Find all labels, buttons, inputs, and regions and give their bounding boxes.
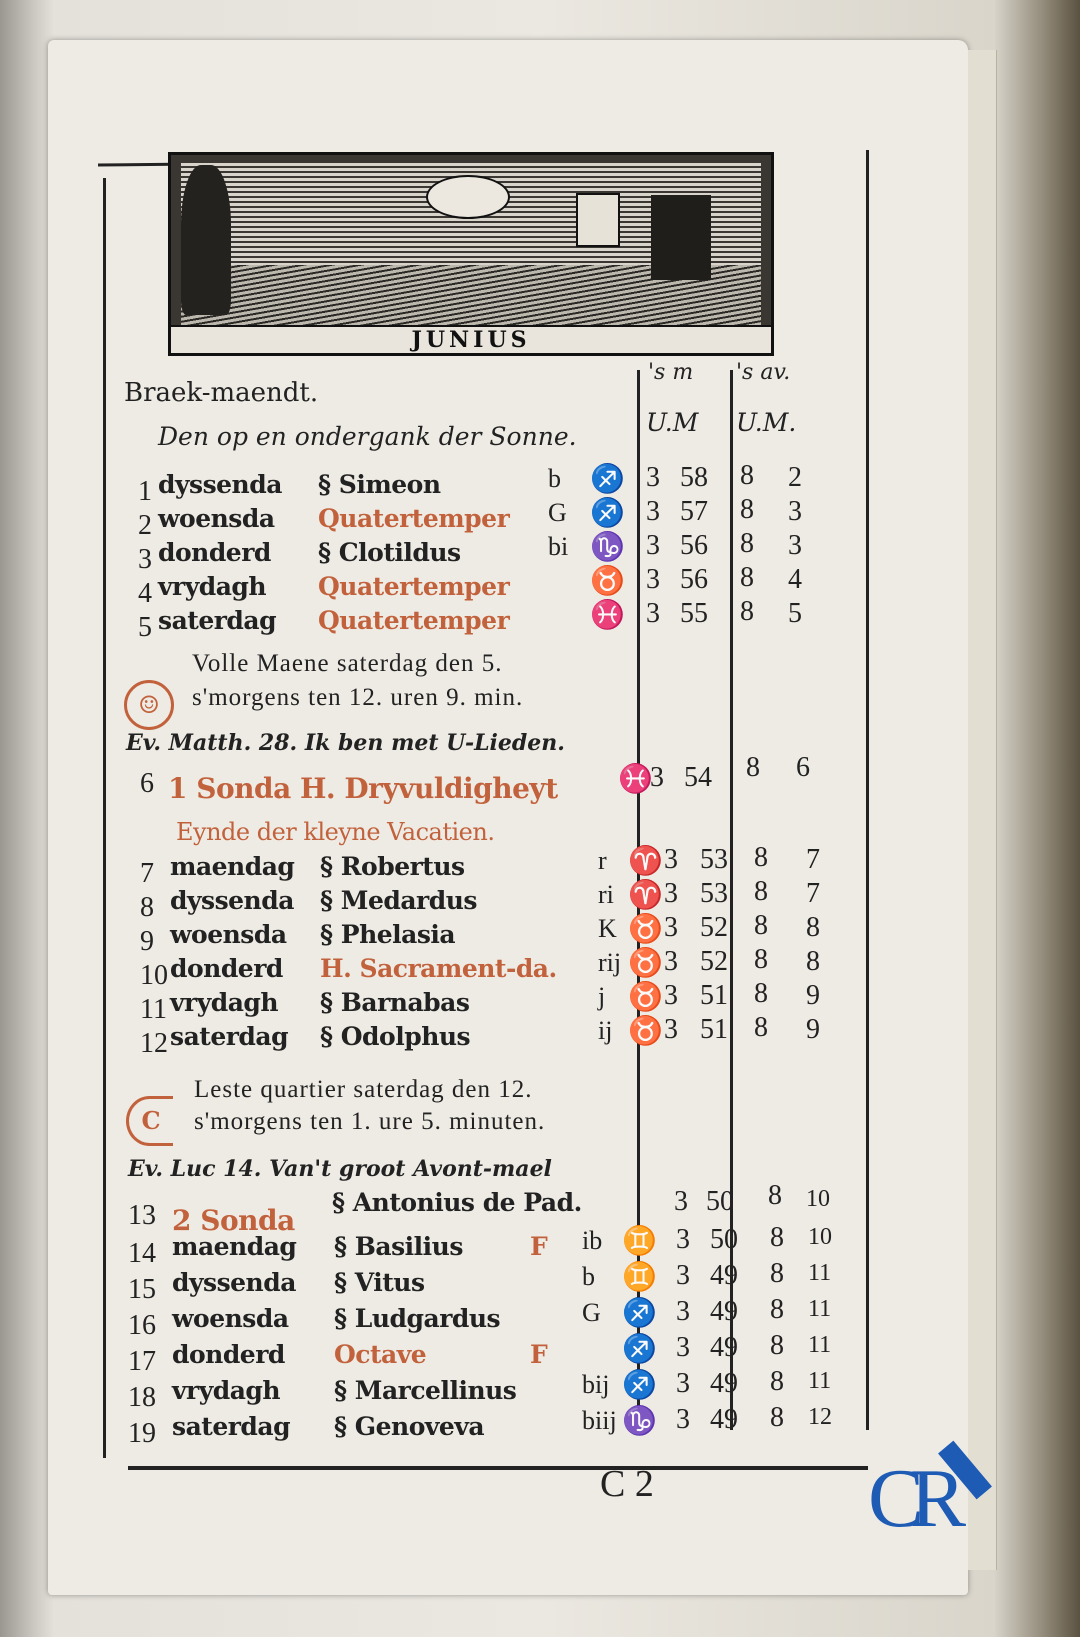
set-hour: 8 [770, 1222, 784, 1253]
weekday: saterdag [172, 1412, 291, 1441]
rise-minute: 49 [710, 1332, 738, 1363]
day-number: 17 [128, 1346, 156, 1377]
set-minute: 3 [788, 530, 802, 561]
set-minute: 10 [806, 1186, 830, 1212]
set-minute: 7 [806, 878, 820, 909]
set-hour: 8 [754, 842, 768, 873]
moon-sign: ♐ [622, 1370, 657, 1401]
set-hour: 8 [746, 752, 760, 783]
weekday: woensda [172, 1304, 289, 1333]
rise-hour: 3 [664, 1014, 678, 1045]
full-moon-line1: Volle Maene saterdag den 5. [192, 650, 503, 677]
set-minute: 11 [808, 1332, 832, 1358]
set-minute: 4 [788, 564, 802, 595]
saint-name: § Robertus [320, 852, 465, 881]
set-hour: 8 [770, 1330, 784, 1361]
saint-name: § Clotildus [318, 538, 461, 567]
moon-sign: ♉ [628, 948, 663, 979]
set-minute: 8 [806, 912, 820, 943]
page-signature: C 2 [600, 1463, 654, 1505]
last-quarter-line1: Leste quartier saterdag den 12. [194, 1076, 533, 1103]
feast-mark: F [530, 1232, 548, 1261]
set-hour: 8 [754, 978, 768, 1009]
col-evening: 's av. [736, 360, 791, 385]
saint-name: § Odolphus [320, 1022, 471, 1051]
dominical-letter: G [582, 1298, 601, 1327]
rise-hour: 3 [664, 980, 678, 1011]
month-banner: JUNIUS [171, 325, 771, 353]
rise-minute: 49 [710, 1296, 738, 1327]
rise-minute: 52 [700, 946, 728, 977]
rise-minute: 56 [680, 530, 708, 561]
set-minute: 7 [806, 844, 820, 875]
saint-name: § Genoveva [334, 1412, 485, 1441]
day-number: 14 [128, 1238, 156, 1269]
set-minute: 2 [788, 462, 802, 493]
day-number: 4 [138, 578, 152, 609]
saint-name: § Barnabas [320, 988, 470, 1017]
weekday: saterdag [158, 606, 277, 635]
set-hour: 8 [740, 528, 754, 559]
rise-hour: 3 [676, 1332, 690, 1363]
day-number: 15 [128, 1274, 156, 1305]
weekday: dyssenda [170, 886, 294, 915]
rise-hour: 3 [646, 598, 660, 629]
bottom-rule [128, 1466, 868, 1470]
rise-hour: 3 [646, 496, 660, 527]
set-hour: 8 [770, 1366, 784, 1397]
set-minute: 11 [808, 1296, 832, 1322]
day-number: 10 [140, 960, 168, 991]
saint-name: § Basilius [334, 1232, 463, 1261]
dominical-letter: b [582, 1262, 595, 1291]
weekday: saterdag [170, 1022, 289, 1051]
set-minute: 11 [808, 1260, 832, 1286]
rise-minute: 51 [700, 1014, 728, 1045]
dominical-letter: ib [582, 1226, 603, 1255]
rise-minute: 49 [710, 1404, 738, 1435]
saint-name: Quatertemper [318, 572, 510, 601]
moon-sign: ♑ [590, 532, 625, 563]
weekday: donderd [172, 1340, 285, 1369]
rise-hour: 3 [646, 462, 660, 493]
day-number: 16 [128, 1310, 156, 1341]
rise-minute: 52 [700, 912, 728, 943]
dominical-letter: j [598, 982, 606, 1011]
dominical-letter: biij [582, 1406, 617, 1435]
day-number: 13 [128, 1200, 156, 1231]
rise-hour: 3 [676, 1224, 690, 1255]
set-minute: 9 [806, 980, 820, 1011]
left-rule [103, 178, 106, 1458]
set-hour: 8 [768, 1180, 782, 1211]
day-number: 7 [140, 858, 154, 889]
page-edges [968, 50, 997, 1570]
rise-hour: 3 [676, 1368, 690, 1399]
set-hour: 8 [754, 876, 768, 907]
day-number: 3 [138, 544, 152, 575]
moon-sign: ♈ [628, 846, 663, 877]
dominical-letter: rij [598, 948, 622, 977]
moon-sign: ♐ [590, 464, 625, 495]
set-hour: 8 [740, 460, 754, 491]
weekday: maendag [172, 1232, 297, 1261]
rise-hour: 3 [646, 564, 660, 595]
rise-hour: 3 [674, 1186, 688, 1217]
rise-minute: 53 [700, 844, 728, 875]
rise-minute: 56 [680, 564, 708, 595]
moon-sign: ♉ [590, 566, 625, 597]
day-number: 5 [138, 612, 152, 643]
dominical-letter: G [548, 498, 567, 527]
day-number: 18 [128, 1382, 156, 1413]
day-number: 6 [140, 768, 154, 799]
crescent-moon-icon: C [126, 1096, 173, 1146]
set-minute: 3 [788, 496, 802, 527]
weekday: dyssenda [158, 470, 282, 499]
saint-name: § Simeon [318, 470, 441, 499]
weekday: donderd [170, 954, 283, 983]
rise-minute: 51 [700, 980, 728, 1011]
col-morning: 's m [648, 360, 694, 385]
rise-hour: 3 [664, 878, 678, 909]
set-hour: 8 [754, 1012, 768, 1043]
saint-name: § Medardus [320, 886, 477, 915]
moon-sign: ♐ [622, 1298, 657, 1329]
feast-mark: F [530, 1340, 548, 1369]
sunday-label: 2 Sonda [172, 1204, 295, 1237]
day-number: 9 [140, 926, 154, 957]
full-moon-icon: ☺ [124, 680, 174, 730]
set-minute: 8 [806, 946, 820, 977]
set-minute: 11 [808, 1368, 832, 1394]
day-number: 8 [140, 892, 154, 923]
moon-sign: ♈ [628, 880, 663, 911]
rise-minute: 53 [700, 878, 728, 909]
saint-name: § Ludgardus [334, 1304, 501, 1333]
subtitle: Den op en ondergank der Sonne. [158, 422, 577, 451]
rise-hour: 3 [676, 1260, 690, 1291]
moon-sign: ♉ [628, 1016, 663, 1047]
rise-minute: 55 [680, 598, 708, 629]
set-minute: 9 [806, 1014, 820, 1045]
set-minute: 12 [808, 1404, 832, 1430]
dominical-letter: r [598, 846, 607, 875]
rise-minute: 57 [680, 496, 708, 527]
rise-hour: 3 [646, 530, 660, 561]
set-minute: 6 [796, 752, 810, 783]
set-hour: 8 [770, 1258, 784, 1289]
rise-minute: 54 [684, 762, 712, 793]
saint-name: H. Sacrament-da. [320, 954, 557, 983]
rise-hour: 3 [664, 912, 678, 943]
moon-sign: ♐ [622, 1334, 657, 1365]
sunday-label: 1 Sonda H. Dryvuldigheyt [168, 772, 558, 805]
saint-name: § Marcellinus [334, 1376, 517, 1405]
moon-sign: ♊ [622, 1262, 657, 1293]
col-unit-1: U.M [646, 408, 699, 437]
set-hour: 8 [740, 494, 754, 525]
moon-sign: ♑ [622, 1406, 657, 1437]
gospel-1: Ev. Matth. 28. Ik ben met U-Lieden. [126, 730, 565, 756]
moon-sign: ♉ [628, 982, 663, 1013]
saint-name: § Vitus [334, 1268, 425, 1297]
rise-minute: 50 [706, 1186, 734, 1217]
gospel-2: Ev. Luc 14. Van't groot Avont-mael [128, 1156, 552, 1182]
rise-hour: 3 [650, 762, 664, 793]
rise-minute: 49 [710, 1260, 738, 1291]
rise-hour: 3 [664, 844, 678, 875]
rise-hour: 3 [664, 946, 678, 977]
saint-name: § Antonius de Pad. [332, 1188, 582, 1217]
set-hour: 8 [770, 1294, 784, 1325]
saint-name: Octave [334, 1340, 427, 1369]
set-minute: 10 [808, 1224, 832, 1250]
right-rule [866, 150, 869, 1430]
set-hour: 8 [754, 910, 768, 941]
moon-sign: ♓ [618, 764, 653, 795]
weekday: donderd [158, 538, 271, 567]
rise-hour: 3 [676, 1404, 690, 1435]
rise-minute: 49 [710, 1368, 738, 1399]
set-hour: 8 [740, 562, 754, 593]
day-number: 19 [128, 1418, 156, 1449]
day-number: 1 [138, 476, 152, 507]
watermark-logo: CR [868, 1452, 953, 1545]
full-moon-line2: s'morgens ten 12. uren 9. min. [192, 684, 524, 711]
last-quarter-line2: s'morgens ten 1. ure 5. minuten. [194, 1108, 546, 1135]
set-minute: 5 [788, 598, 802, 629]
dominical-letter: ij [598, 1016, 613, 1045]
moon-sign: ♉ [628, 914, 663, 945]
rise-minute: 58 [680, 462, 708, 493]
vacation-note: Eynde der kleyne Vacatien. [176, 818, 495, 846]
moon-sign: ♐ [590, 498, 625, 529]
saint-name: Quatertemper [318, 606, 510, 635]
moon-sign: ♓ [590, 600, 625, 631]
dominical-letter: ri [598, 880, 614, 909]
woodcut-illustration [168, 152, 774, 356]
day-number: 2 [138, 510, 152, 541]
weekday: maendag [170, 852, 295, 881]
set-hour: 8 [770, 1402, 784, 1433]
weekday: woensda [170, 920, 287, 949]
month-name: Braek-maendt. [124, 378, 319, 408]
moon-sign: ♊ [622, 1226, 657, 1257]
set-hour: 8 [754, 944, 768, 975]
day-number: 12 [140, 1028, 168, 1059]
saint-name: Quatertemper [318, 504, 510, 533]
rise-hour: 3 [676, 1296, 690, 1327]
weekday: vrydagh [170, 988, 279, 1017]
dominical-letter: bij [582, 1370, 610, 1399]
rise-minute: 50 [710, 1224, 738, 1255]
weekday: dyssenda [172, 1268, 296, 1297]
weekday: woensda [158, 504, 275, 533]
saint-name: § Phelasia [320, 920, 456, 949]
weekday: vrydagh [172, 1376, 281, 1405]
dominical-letter: K [598, 914, 617, 943]
day-number: 11 [140, 994, 167, 1025]
weekday: vrydagh [158, 572, 267, 601]
dominical-letter: bi [548, 532, 569, 561]
col-unit-2: U.M. [736, 408, 797, 437]
set-hour: 8 [740, 596, 754, 627]
dominical-letter: b [548, 464, 561, 493]
